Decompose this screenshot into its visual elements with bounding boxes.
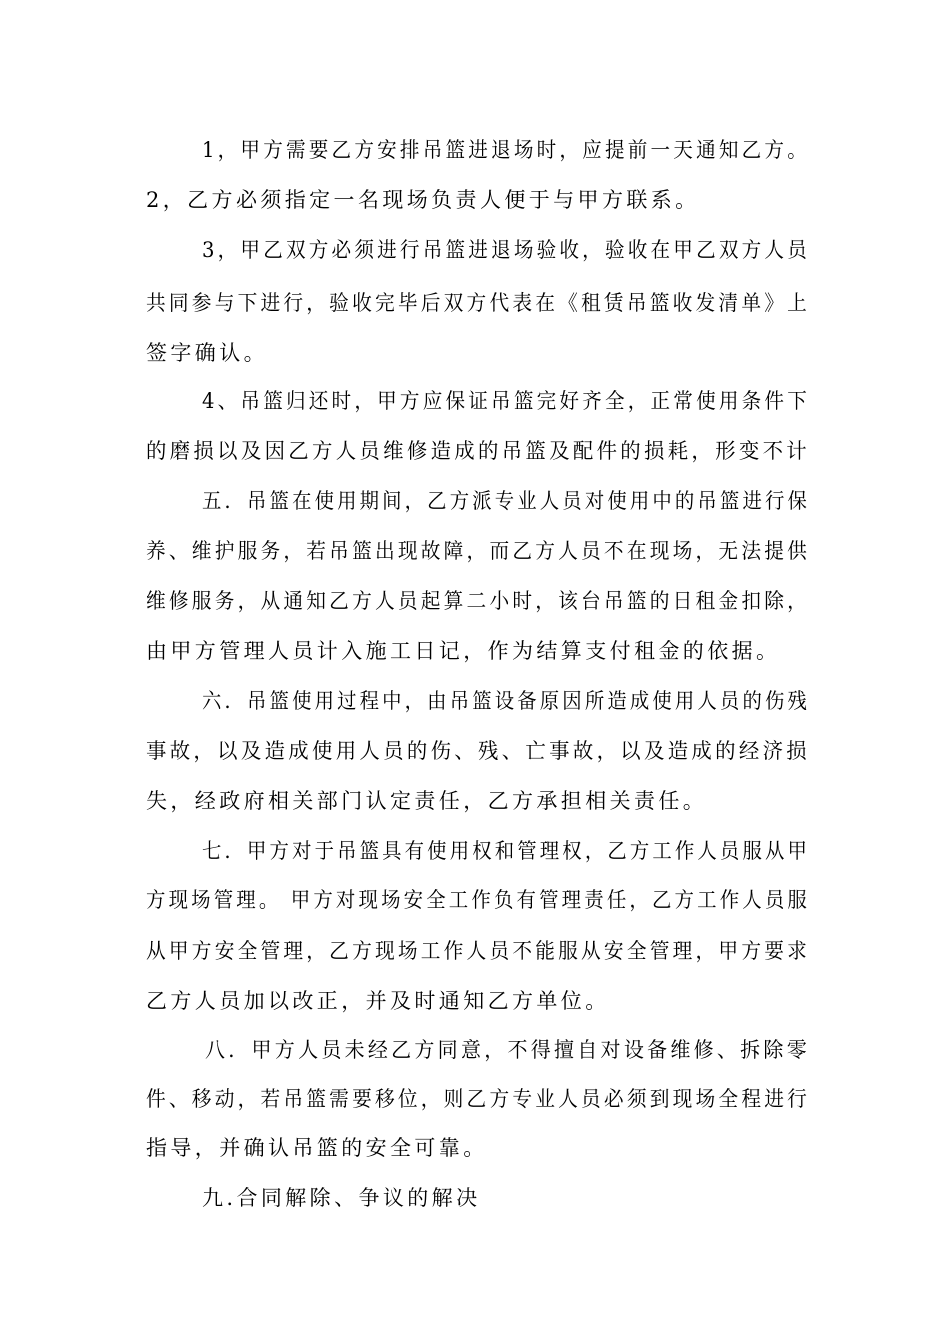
text-line: 1，甲方需要乙方安排吊篮进退场时，应提前一天通知乙方。 bbox=[202, 138, 810, 162]
text-line: 指导，并确认吊篮的安全可靠。 bbox=[146, 1136, 488, 1160]
text-line: 件、移动，若吊篮需要移位，则乙方专业人员必须到现场全程进行 bbox=[146, 1087, 811, 1111]
text-line: 失，经政府相关部门认定责任，乙方承担相关责任。 bbox=[146, 789, 708, 813]
text-line: 的磨损以及因乙方人员维修造成的吊篮及配件的损耗，形变不计 bbox=[146, 439, 811, 463]
text-line: 八．甲方人员未经乙方同意，不得擅自对设备维修、拆除零 bbox=[205, 1038, 810, 1062]
text-line: 事故，以及造成使用人员的伤、残、亡事故，以及造成的经济损 bbox=[146, 739, 811, 763]
text-line: 共同参与下进行，验收完毕后双方代表在《租赁吊篮收发清单》上 bbox=[146, 291, 811, 315]
text-line: 五．吊篮在使用期间，乙方派专业人员对使用中的吊篮进行保 bbox=[202, 489, 811, 513]
text-line: 养、维护服务，若吊篮出现故障，而乙方人员不在现场，无法提供 bbox=[146, 539, 811, 563]
text-line: 维修服务，从通知乙方人员起算二小时，该台吊篮的日租金扣除， bbox=[146, 589, 811, 613]
text-line: 4、吊篮归还时，甲方应保证吊篮完好齐全，正常使用条件下 bbox=[202, 389, 810, 413]
text-line: 六．吊篮使用过程中，由吊篮设备原因所造成使用人员的伤残 bbox=[202, 689, 811, 713]
text-line: 3，甲乙双方必须进行吊篮进退场验收，验收在甲乙双方人员 bbox=[202, 238, 810, 262]
text-line: 方现场管理。 甲方对现场安全工作负有管理责任，乙方工作人员服 bbox=[146, 888, 811, 912]
text-line: 乙方人员加以改正，并及时通知乙方单位。 bbox=[146, 989, 610, 1013]
text-line: 2，乙方必须指定一名现场负责人便于与甲方联系。 bbox=[146, 188, 700, 212]
text-line: 九.合同解除、争议的解决 bbox=[202, 1186, 481, 1210]
text-line: 签字确认。 bbox=[146, 341, 268, 365]
text-line: 由甲方管理人员计入施工日记，作为结算支付租金的依据。 bbox=[146, 639, 781, 663]
text-line: 从甲方安全管理，乙方现场工作人员不能服从安全管理，甲方要求 bbox=[146, 939, 811, 963]
text-line: 七．甲方对于吊篮具有使用权和管理权，乙方工作人员服从甲 bbox=[202, 839, 811, 863]
